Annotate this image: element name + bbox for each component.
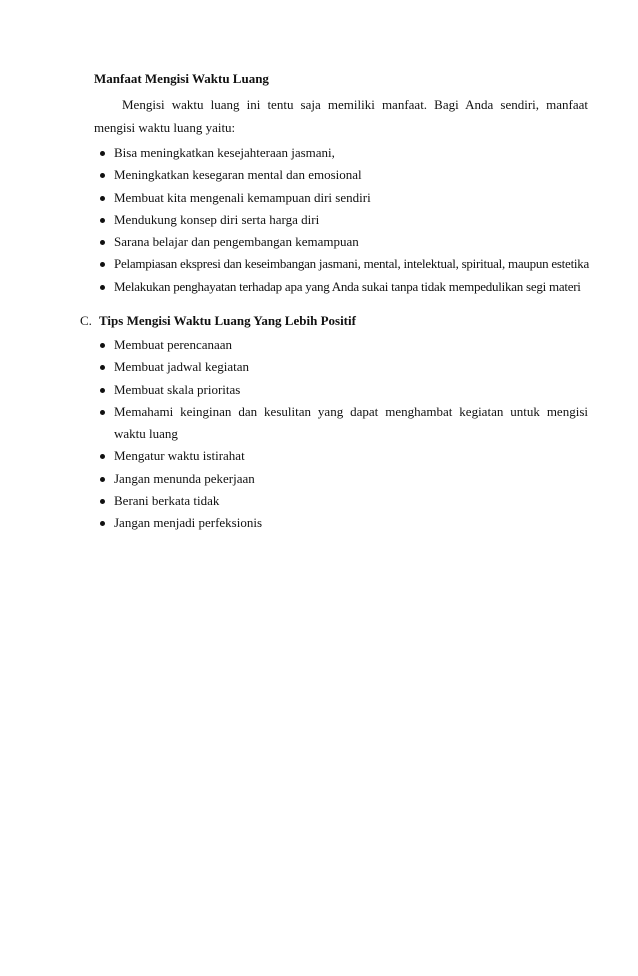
list-item: Meningkatkan kesegaran mental dan emosional: [94, 164, 594, 186]
bullet-icon: [100, 454, 105, 459]
list-item: Membuat perencanaan: [94, 334, 588, 356]
list-item: Mendukung konsep diri serta harga diri: [94, 209, 594, 231]
bullet-icon: [100, 521, 105, 526]
bullet-icon: [100, 499, 105, 504]
list-item: Jangan menunda pekerjaan: [94, 468, 588, 490]
bullet-icon: [100, 218, 105, 223]
bullet-icon: [100, 410, 105, 415]
tips-list: [94, 334, 588, 535]
section-heading-tips: [80, 312, 356, 330]
section-letter: C.: [80, 313, 92, 328]
bullet-icon: [100, 196, 105, 201]
section-heading-benefits: Manfaat Mengisi Waktu Luang: [94, 71, 269, 86]
list-item: Berani berkata tidak: [94, 490, 588, 512]
list-item: Membuat skala prioritas: [94, 379, 588, 401]
bullet-icon: [100, 477, 105, 482]
list-item: Membuat kita mengenali kemampuan diri sendiri: [94, 187, 594, 209]
bullet-icon: [100, 240, 105, 245]
bullet-icon: [100, 173, 105, 178]
list-item: Memahami keinginan dan kesulitan yang dapat menghambat kegiatan untuk mengisi waktu luang: [94, 401, 588, 446]
list-item: Membuat jadwal kegiatan: [94, 356, 588, 378]
bullet-icon: [100, 285, 105, 290]
benefits-list: [94, 142, 594, 298]
bullet-icon: [100, 388, 105, 393]
list-item: Melakukan penghayatan terhadap apa yang Anda sukai tanpa tidak mempedulikan segi materi: [94, 276, 594, 298]
list-item: Bisa meningkatkan kesejahteraan jasmani,: [94, 142, 594, 164]
bullet-icon: [100, 262, 105, 267]
intro-paragraph: Mengisi waktu luang ini tentu saja memiliki manfaat. Bagi Anda sendiri, manfaat mengisi waktu luang yaitu:: [94, 97, 588, 135]
list-item: Sarana belajar dan pengembangan kemampuan: [94, 231, 594, 253]
section-title: Tips Mengisi Waktu Luang Yang Lebih Positif: [99, 313, 356, 328]
bullet-icon: [100, 343, 105, 348]
list-item: Jangan menjadi perfeksionis: [94, 512, 588, 534]
bullet-icon: [100, 365, 105, 370]
list-item: Mengatur waktu istirahat: [94, 445, 588, 467]
list-item: Pelampiasan ekspresi dan keseimbangan jasmani, mental, intelektual, spiritual, maupun estetika: [94, 253, 594, 275]
bullet-icon: [100, 151, 105, 156]
